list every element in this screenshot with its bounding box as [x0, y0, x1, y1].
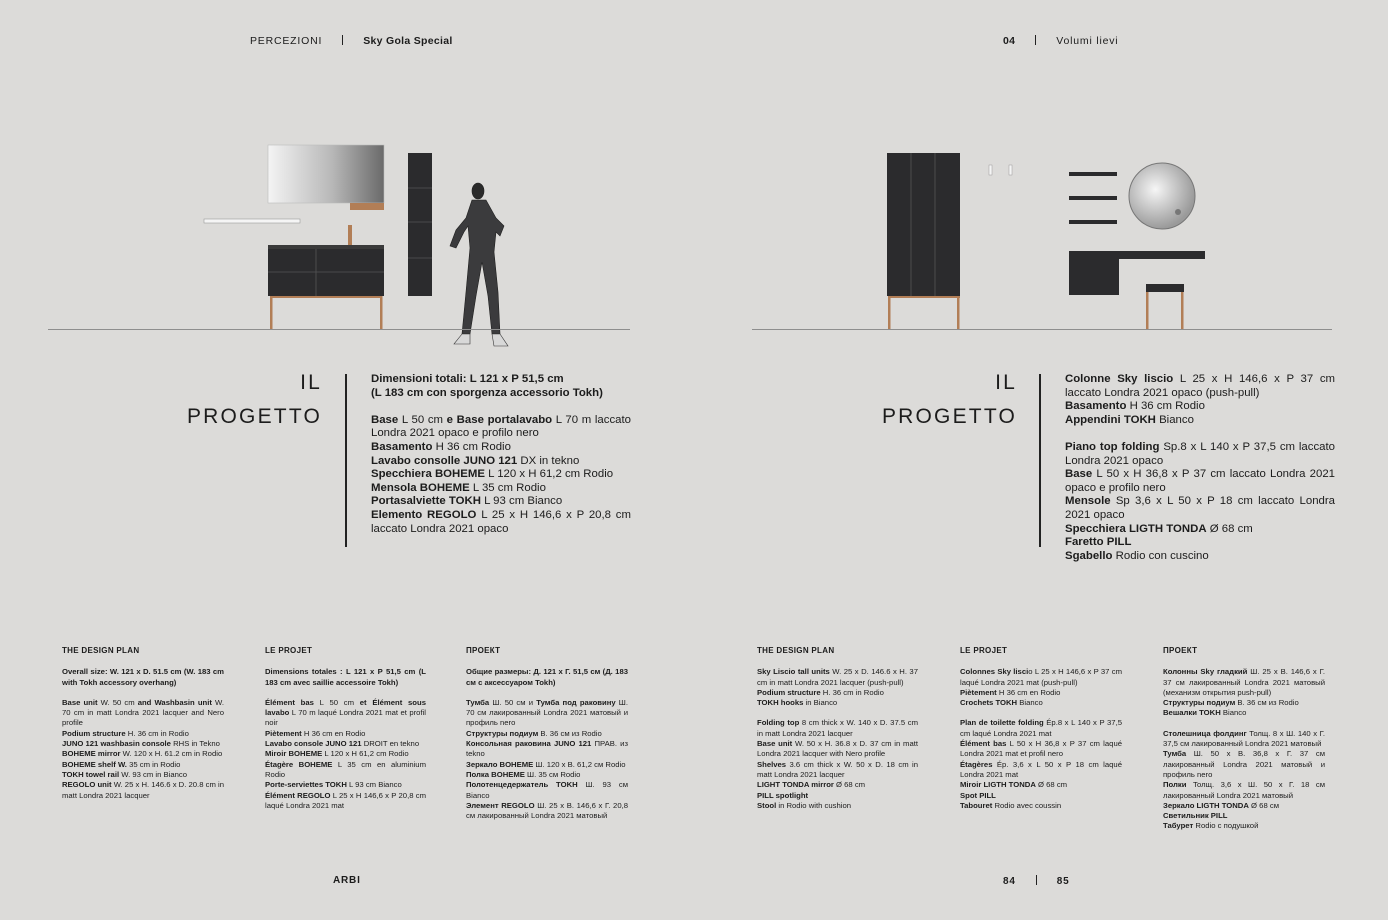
spec-line: [1065, 441, 1335, 468]
spec-line-bold: Полка BOHEME: [466, 769, 525, 779]
spec-line-bold: Spot PILL: [960, 790, 996, 800]
spec-line-text: 3.6 cm thick x W. 50 x D. 18 cm in matt Londra 2021 lacquer: [757, 759, 918, 779]
spec-line-text: L 70 m laqué Londra 2021 mat et profil noir: [265, 708, 426, 728]
spec-line-bold: Base unit: [757, 739, 793, 749]
spec-line: [62, 739, 224, 749]
spec-line: [265, 760, 426, 781]
spec-line: [265, 739, 426, 749]
spec-line-text: W. 25 x D. 146.6 x H. 37 cm in matt Londra 2021 lacquer (push-pull): [757, 667, 918, 687]
spec-line-bold: e Base portalavabo: [446, 413, 553, 426]
line-gap: [62, 688, 224, 698]
spec-line-bold: Тумба: [466, 697, 490, 707]
page-numbers: [1003, 875, 1069, 887]
chapter-title: Volumi lievi: [1056, 35, 1119, 47]
spec-line-bold: BOHEME shelf W.: [62, 759, 127, 769]
spec-line-bold: Структуры подиум: [1163, 698, 1236, 708]
spec-line-text: H 36 cm en Rodio: [996, 687, 1061, 697]
spec-line-text: Ш. 25 х В. 146,6 х Г. 20,8 см лакированный Londra 2021 матовый: [466, 800, 629, 821]
spec-line-bold: Colonnes Sky lisci: [960, 667, 1029, 677]
spec-line: [1065, 414, 1335, 428]
spec-line-bold: Plan de toilette folding: [960, 718, 1044, 728]
left-title-divider: [345, 374, 347, 547]
tonda-mirror: [1129, 163, 1195, 229]
spec-line: [1163, 801, 1325, 811]
spec-line-text: ПРАВ. из tekno: [466, 739, 629, 759]
folding-top-and-base: [1069, 251, 1205, 295]
spec-line-bold: Base unit: [62, 697, 98, 707]
spec-line-text: H 36 cm Rodio: [432, 440, 511, 453]
spec-line-bold: Faretto PILL: [1065, 536, 1132, 549]
spec-line-text: Bianco: [1155, 413, 1194, 426]
faucet: [348, 225, 352, 245]
spec-line-bold: Appendini TOKH: [1065, 413, 1156, 426]
spec-line-text: 8 cm thick x W. 140 x D. 37.5 cm in matt Londra 2021 lacquer: [757, 718, 918, 738]
spec-line: [1163, 811, 1325, 821]
spec-line: [960, 780, 1122, 790]
title-line-2: PROGETTO: [881, 405, 1017, 428]
header-right: [1003, 35, 1118, 47]
spec-line-text: o L 25 x H 146,6 x P 37 cm laqué Londra 2021 mat (push-pull): [960, 667, 1122, 687]
spec-line-text: Ш. 50 см и: [489, 697, 537, 707]
spec-line: [62, 667, 224, 688]
spec-line-bold: Mensole: [1065, 495, 1111, 508]
spec-line-bold: Общие размеры: Д. 121 х Г. 51,5 см (Д. 183 см с аксессуаром Tokh): [466, 667, 628, 687]
woman-figure: [450, 183, 508, 346]
spec-line: [466, 780, 628, 801]
spec-line-bold: Overall size: W. 121 x D. 51.5 cm (W. 183 cm with Tokh accessory overhang): [62, 667, 224, 687]
spec-line: [960, 667, 1122, 688]
spec-line: [466, 739, 628, 760]
spec-line-text: Rodio con cuscino: [1112, 549, 1209, 562]
spec-line-bold: Basamento: [371, 440, 433, 453]
line-gap: [265, 688, 426, 698]
spec-line: [1163, 667, 1325, 698]
spec-line-bold: Shelves: [757, 759, 787, 769]
spec-line-bold: PILL spotlight: [757, 790, 809, 800]
spec-line-bold: and Washbasin unit: [137, 697, 212, 707]
spec-line-text: L 25 x H 146,6 x P 37 cm laccato Londra 2021 opaco (push-pull): [1065, 373, 1336, 399]
right-spec: [1065, 373, 1335, 563]
spec-line-text: Rodio с подушкой: [1193, 821, 1259, 831]
spec-line: [960, 739, 1122, 760]
spec-line-text: L 50 x H 36,8 x P 37 cm laccato Londra 2021 opaco e profilo nero: [1065, 468, 1335, 494]
spec-line-text: L 50 cm: [398, 413, 447, 426]
spec-line-bold: Stool: [757, 800, 777, 810]
right-col-en: [757, 646, 918, 811]
sky-liscio-columns: [887, 153, 960, 329]
spec-line-bold: Тумба: [1163, 749, 1187, 759]
footer-divider: [1036, 875, 1037, 885]
spec-line-bold: Полки: [1163, 780, 1187, 790]
column-heading: THE DESIGN PLAN: [757, 646, 835, 655]
spec-line-text: Sp 3,6 x L 50 x P 18 cm laccato Londra 2021 opaco: [1065, 495, 1335, 521]
spec-line: [1163, 821, 1325, 831]
spec-line-text: В. 36 см из Rodio: [538, 728, 602, 738]
spec-line: [757, 739, 918, 760]
section-label: PERCEZIONI: [250, 35, 323, 47]
spec-line: [1065, 373, 1335, 400]
spec-line-bold: Вешалки TOKH: [1163, 708, 1221, 718]
spec-line-text: W. 50 x H. 36.8 x D. 37 cm in matt Londra 2021 lacquer with Nero profile: [757, 739, 918, 759]
spec-line-text: L 120 x H 61,2 cm Rodio: [484, 468, 614, 481]
spec-line-text: L 35 cm en aluminium Rodio: [265, 759, 426, 779]
spec-line-text: in Bianco: [803, 698, 838, 708]
spec-line: [371, 441, 631, 455]
spec-line: [62, 770, 224, 780]
spec-line-bold: Élément REGOLO: [265, 790, 331, 800]
spec-line: [1163, 708, 1325, 718]
spec-line-bold: Elemento REGOLO: [371, 508, 477, 521]
spec-line-text: Ш. 93 см Bianco: [466, 780, 628, 800]
spec-line-text: L 35 cm Rodio: [469, 481, 546, 494]
spec-line: [757, 718, 918, 739]
spec-line-bold: Colonne Sky liscio: [1065, 373, 1174, 385]
right-title-divider: [1039, 374, 1041, 547]
right-title: [882, 366, 1017, 434]
spec-line-bold: Specchiera BOHEME: [371, 468, 485, 481]
spec-line-text: H. 36 cm in Rodio: [125, 728, 189, 738]
spec-line-text: Ш. 25 х В. 146,6 х Г. 37 см лакированный Londra 2021 матовый (механизм открытия push-pull): [1163, 667, 1326, 697]
spec-line-bold: Зеркало BOHEME: [466, 759, 534, 769]
spec-line: [371, 468, 631, 482]
spec-line: [1065, 468, 1335, 495]
spec-line-bold: JUNO 121 washbasin console: [62, 739, 171, 749]
spec-line: [466, 698, 628, 729]
spec-line-bold: Элемент REGOLO: [466, 800, 535, 810]
spec-line-text: L 50 cm: [313, 697, 360, 707]
spec-line-text: Ép. 3,6 x L 50 x P 18 cm laqué Londra 2021 mat: [960, 759, 1122, 779]
spec-line-text: Ш. 50 х В. 36,8 х Г. 37 см лакированный Londra 2021 матовый и профиль nero: [1163, 749, 1325, 779]
spec-line-text: W. 50 cm: [97, 697, 138, 707]
spec-line-bold: Структуры подиум: [466, 728, 539, 738]
header-divider: [1035, 35, 1036, 45]
spec-line-bold: Folding top: [757, 718, 800, 728]
spec-line: [62, 729, 224, 739]
spec-line: [265, 780, 426, 790]
spec-line-text: L 50 x H 36,8 x P 37 cm laqué Londra 2021 mat et profil nero: [960, 739, 1122, 759]
spec-line-text: L 120 x H 61,2 cm Rodio: [322, 749, 409, 759]
spec-line: [466, 760, 628, 770]
spec-line-text: Ø 68 cm: [833, 780, 866, 790]
spec-line-bold: REGOLO unit: [62, 780, 112, 790]
spec-line-bold: Dimensions totales : L 121 x P 51,5 cm (L 183 cm avec saillie accessoire Tokh): [265, 667, 426, 687]
spec-line: [1163, 729, 1325, 750]
left-title: [187, 366, 322, 434]
spec-line: [466, 667, 628, 688]
spec-line-bold: Élément bas: [960, 739, 1007, 749]
spec-line: [466, 729, 628, 739]
spec-line-bold: Столешница фолдинг: [1163, 728, 1247, 738]
spec-line-text: W. 25 x H. 146.6 x D. 20.8 cm in matt Londra 2021 lacquer: [62, 780, 224, 800]
spec-line: [1163, 780, 1325, 801]
spec-line-text: Bianco: [1220, 708, 1247, 718]
column-heading: ПРОЕКТ: [1163, 646, 1198, 655]
column-heading: ПРОЕКТ: [466, 646, 501, 655]
spec-line: [1163, 698, 1325, 708]
right-col-fr: [960, 646, 1122, 811]
spec-line-text: in Rodio with cushion: [776, 800, 851, 810]
spec-line-text: Sp.8 x L 140 x P 37,5 cm laccato Londra 2021 opaco: [1065, 440, 1335, 467]
spec-line-bold: Табурет: [1163, 821, 1194, 831]
shelves: [1069, 172, 1117, 224]
spec-line-bold: LIGHT TONDA mirror: [757, 780, 834, 790]
spec-line-bold: Тумба под раковину: [536, 697, 616, 707]
page-number-left: 84: [1003, 876, 1016, 887]
line-gap: [371, 400, 631, 414]
spec-line-text: H 36 cm Rodio: [1126, 400, 1205, 413]
spec-line-bold: Светильник PILL: [1163, 811, 1228, 821]
spec-line: [1065, 495, 1335, 522]
spec-line-bold: Sky Liscio tall units: [757, 667, 830, 677]
spec-line: [960, 801, 1122, 811]
spec-line: [265, 791, 426, 812]
spec-line-bold: Lavabo console JUNO 121: [265, 739, 362, 749]
spec-line-bold: Specchiera LIGTH TONDA: [1065, 522, 1207, 535]
spec-line-text: Ép.8 x L 140 x P 37,5 cm laqué Londra 2021 mat: [960, 718, 1122, 738]
left-col-ru: [466, 646, 628, 821]
line-gap: [960, 708, 1122, 718]
right-floor-line: [752, 329, 1332, 330]
spec-line: [62, 749, 224, 759]
line-gap: [1065, 427, 1335, 441]
spec-line-text: Толщ. 8 х Ш. 140 х Г. 37,5 см лакированный Londra 2021 матовый: [1163, 728, 1325, 749]
spec-line-text: Bianco: [1017, 698, 1043, 708]
spec-line: [371, 455, 631, 469]
spec-line-text: Ø 68 см: [1248, 800, 1279, 810]
spec-line-bold: Portasalviette TOKH: [371, 495, 481, 508]
spec-line-text: RHS in Tekno: [170, 739, 220, 749]
spec-line-bold: Base: [1065, 468, 1093, 481]
left-bathroom-illustration: [0, 120, 640, 350]
title-line-1: IL: [300, 371, 322, 394]
spec-line: [960, 688, 1122, 698]
spec-line-bold: Lavabo consolle JUNO 121: [371, 454, 518, 467]
spec-line-bold: Podium structure: [62, 728, 126, 738]
spec-line-bold: Tabouret: [960, 800, 993, 810]
spec-line-bold: Полотенцедержатель TOKH: [466, 780, 578, 790]
spec-line-bold: Консольная раковина JUNO 121: [466, 739, 592, 749]
spec-line-bold: (L 183 cm con sporgenza accessorio Tokh): [371, 386, 603, 399]
spec-line-bold: Dimensioni totali: L 121 x P 51,5 cm: [371, 373, 564, 385]
spec-line-text: В. 36 см из Rodio: [1235, 698, 1299, 708]
spec-line-bold: Élément bas: [265, 697, 314, 707]
spec-line-bold: Колонны Sky гладкий: [1163, 667, 1248, 677]
boheme-mirror: [268, 145, 384, 210]
regolo-element: [408, 153, 432, 296]
spec-line-bold: Podium structure: [757, 687, 821, 697]
spec-line-bold: Porte-serviettes TOKH: [265, 780, 347, 790]
spec-line: [265, 749, 426, 759]
spec-line-bold: Miroir BOHEME: [265, 749, 323, 759]
spec-line: [1065, 523, 1335, 537]
spec-line-text: L 93 cm Bianco: [480, 495, 563, 508]
collection-label: Sky Gola Special: [363, 35, 453, 47]
spec-line-bold: BOHEME mirror: [62, 749, 121, 759]
spec-line-text: Ш. 70 см лакированный Londra 2021 матовый и профиль nero: [466, 697, 628, 728]
right-bathroom-illustration: [740, 120, 1380, 350]
spec-line-bold: Mensola BOHEME: [371, 481, 470, 494]
title-line-1: IL: [995, 371, 1017, 394]
spec-line: [371, 373, 631, 387]
tokh-towel-rail: [204, 219, 300, 223]
line-gap: [1163, 719, 1325, 729]
spec-line: [62, 760, 224, 770]
left-col-en: [62, 646, 224, 801]
spec-line-text: Ш. 35 см Rodio: [524, 769, 581, 779]
spec-line: [1065, 550, 1335, 564]
chapter-number: 04: [1003, 35, 1016, 47]
spec-line-text: L 25 x H 146,6 x P 20,8 cm laqué Londra 2021 mat: [265, 790, 426, 810]
spec-line: [371, 414, 631, 441]
spec-line: [62, 780, 224, 801]
column-heading: LE PROJET: [265, 646, 313, 655]
spec-line-bold: Зеркало LIGTH TONDA: [1163, 800, 1249, 810]
spec-line-bold: TOKH hooks: [757, 698, 804, 708]
spec-line-text: L 25 x H 146,6 x P 20,8 cm laccato Londra 2021 opaco: [371, 508, 631, 535]
spec-line: [757, 780, 918, 790]
spec-line-text: DX in tekno: [517, 454, 580, 467]
spec-line: [757, 801, 918, 811]
vanity-unit: [268, 245, 384, 329]
spec-line-text: W. 93 cm in Bianco: [119, 769, 188, 779]
left-spec: [371, 373, 631, 536]
spec-line: [265, 698, 426, 729]
spec-line: [960, 760, 1122, 781]
spec-line: [757, 698, 918, 708]
line-gap: [757, 708, 918, 718]
spec-line-bold: Sgabello: [1065, 549, 1113, 562]
stool: [1146, 284, 1184, 329]
spec-line: [757, 688, 918, 698]
spec-line: [960, 791, 1122, 801]
spec-line-text: W. 70 cm in matt Londra 2021 lacquer and Nero profile: [62, 697, 224, 728]
spec-line: [1065, 536, 1335, 550]
spec-line-bold: Étagère BOHEME: [265, 759, 333, 769]
spec-line: [371, 482, 631, 496]
header-divider: [342, 35, 343, 45]
spec-line-text: Толщ. 3,6 х Ш. 50 х Г. 18 см лакированный Londra 2021 матовый: [1163, 780, 1325, 800]
right-col-ru: [1163, 646, 1325, 832]
spec-line-text: Ø 68 cm: [1035, 780, 1068, 790]
spec-line: [371, 387, 631, 401]
spec-line-bold: TOKH towel rail: [62, 769, 120, 779]
tokh-hooks: [989, 165, 1012, 175]
spec-line: [757, 760, 918, 781]
spec-line-text: DROIT en tekno: [361, 739, 420, 749]
spec-line: [1163, 749, 1325, 780]
spec-line-text: W. 120 x H. 61.2 cm in Rodio: [120, 749, 223, 759]
spec-line-bold: et Élément sous lavabo: [265, 697, 426, 718]
spec-line-bold: Étagères: [960, 759, 993, 769]
spec-line-text: 35 cm in Rodio: [126, 759, 181, 769]
spec-line-bold: Miroir LIGTH TONDA: [960, 780, 1036, 790]
spec-line-text: H. 36 cm in Rodio: [820, 687, 884, 697]
left-floor-line: [48, 329, 630, 330]
spec-line: [466, 770, 628, 780]
column-heading: THE DESIGN PLAN: [62, 646, 140, 655]
spec-line: [1065, 400, 1335, 414]
column-heading: LE PROJET: [960, 646, 1008, 655]
line-gap: [466, 688, 628, 698]
spec-line: [265, 667, 426, 688]
spec-line-text: Ø 68 cm: [1206, 522, 1253, 535]
spec-line-text: Ш. 120 х В. 61,2 см Rodio: [533, 759, 626, 769]
spec-line-bold: Base: [371, 413, 399, 426]
header-left: [250, 35, 453, 47]
spec-line: [757, 791, 918, 801]
page-number-right: 85: [1056, 876, 1070, 887]
spec-line: [960, 698, 1122, 708]
spec-line-bold: Piano top folding: [1065, 440, 1160, 453]
spec-line-text: L 93 cm Bianco: [346, 780, 402, 790]
spec-line-bold: Crochets TOKH: [960, 698, 1018, 708]
spec-line-text: H 36 cm en Rodio: [301, 728, 366, 738]
left-col-fr: [265, 646, 426, 811]
spec-line: [371, 495, 631, 509]
spec-line: [757, 667, 918, 688]
spec-line-text: Rodio avec coussin: [992, 800, 1062, 810]
spec-line-bold: Basamento: [1065, 400, 1127, 413]
spec-line-bold: Piètement: [265, 728, 302, 738]
spec-line: [960, 718, 1122, 739]
spec-line: [265, 729, 426, 739]
brand-footer: ARBI: [333, 875, 361, 886]
spec-line: [371, 509, 631, 536]
title-line-2: PROGETTO: [186, 405, 322, 428]
spec-line: [466, 801, 628, 822]
spec-line-bold: Piètement: [960, 687, 997, 697]
spec-line-text: L 70 m laccato Londra 2021 opaco e profilo nero: [371, 413, 631, 440]
spec-line: [62, 698, 224, 729]
